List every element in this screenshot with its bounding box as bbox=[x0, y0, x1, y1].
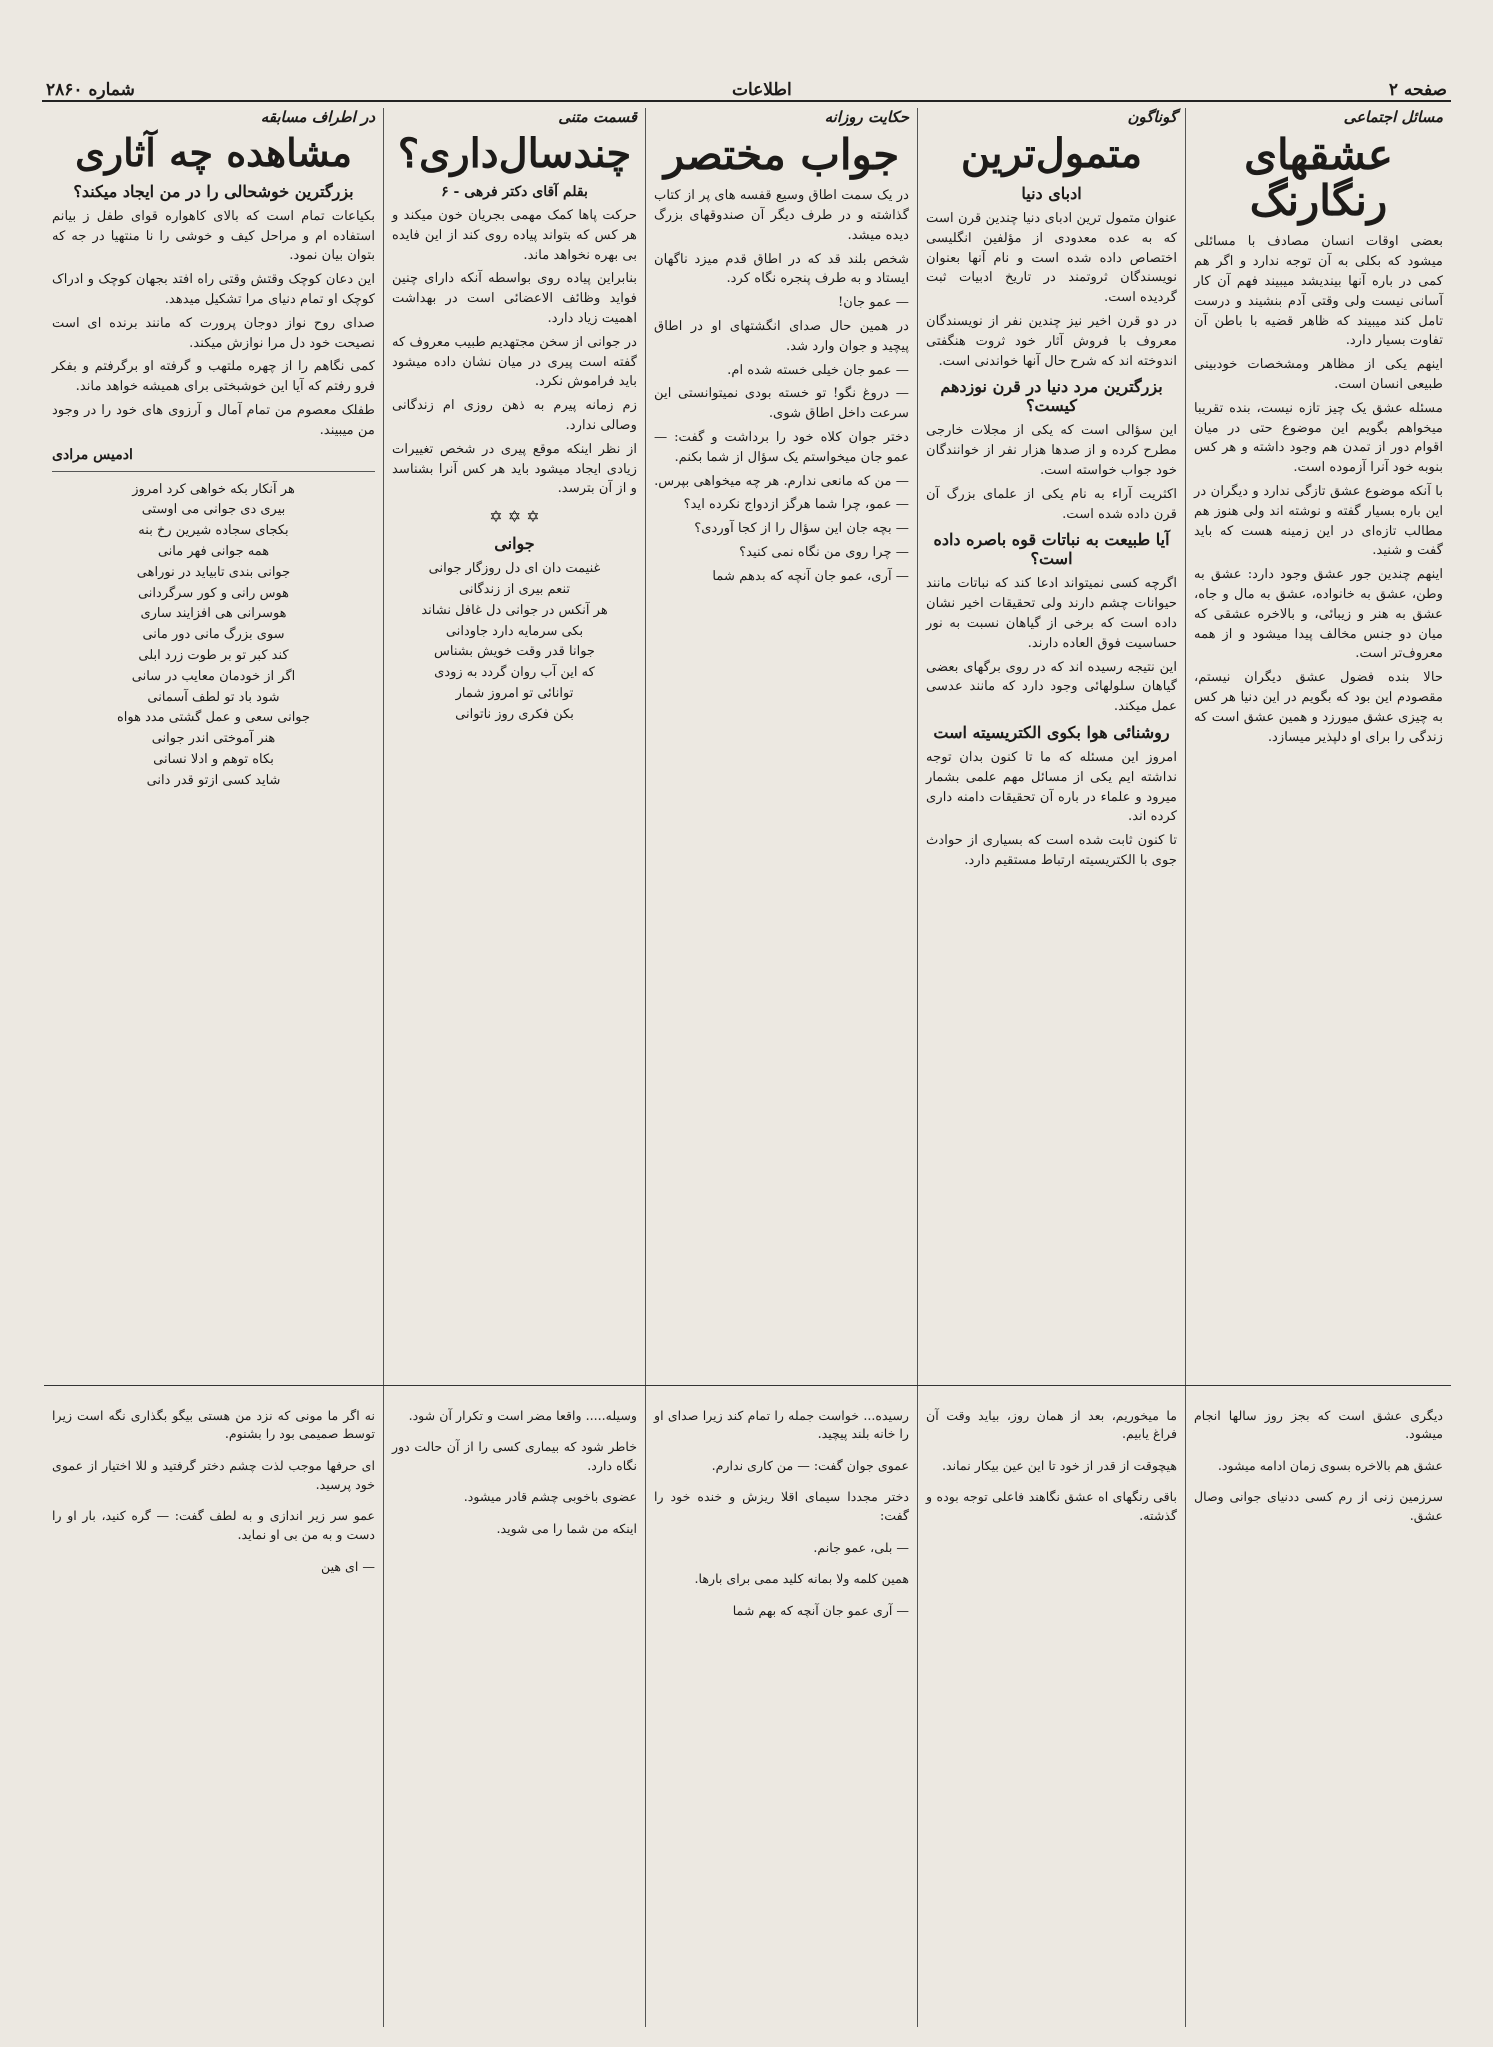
lower-column bbox=[917, 1386, 1185, 2027]
paragraph: در دو قرن اخیر نیز چندین نفر از نویسندگان معروف با فروش آثار خود ثروت هنگفتی اندوخته اند که شرح حال آنها خواندنی است. bbox=[926, 313, 1177, 369]
paragraph: شخص بلند قد که در اطاق قدم میزد ناگهان ایستاد و به طرف پنجره نگاه کرد. bbox=[654, 251, 909, 287]
verse-line: جوانا قدر وقت خویش بشناس bbox=[434, 644, 595, 660]
verse-line: بیری دی جوانی می اوستی bbox=[141, 502, 286, 518]
verse-line: هر آنکس در جوانی دل غافل نشاند bbox=[421, 602, 608, 618]
paragraph: عموی جوان گفت: — من کاری ندارم. bbox=[711, 1457, 909, 1473]
article-headline: مشاهده چه آثاری bbox=[75, 130, 352, 175]
lower-text bbox=[926, 1407, 1177, 1527]
subheadline: آیا طبیعت به نباتات قوه باصره داده است؟ bbox=[933, 530, 1170, 569]
paragraph: در یک سمت اطاق وسیع قفسه های پر از کتاب گذاشته و در طرف دیگر آن صندوقهای بزرگ دیده میشد. bbox=[654, 188, 909, 243]
paragraph: — آری عمو جان آنچه که بهم شما bbox=[732, 1602, 909, 1618]
decorative-stars: ✡ ✡ ✡ bbox=[489, 507, 540, 527]
lower-column bbox=[1185, 1386, 1451, 2027]
paragraph: اینهم یکی از مظاهر ومشخصات خودبینی طبیعی انسان است. bbox=[1194, 357, 1443, 392]
paragraph: — عمو جان خیلی خسته شده ام. bbox=[727, 362, 909, 378]
verse-line: سوی بزرگ مانی دور مانی bbox=[142, 627, 285, 643]
verse-line: همه جوانی فهر مانی bbox=[157, 543, 270, 559]
paragraph: — عمو، چرا شما هرگز ازدواج نکرده اید؟ bbox=[683, 497, 909, 513]
paragraph: حالا بنده فضول عشق دیگران نیستم، مقصودم این بود که بگویم در این دنیا هر کس به چیزی عشق میورزد و همین عشق است که زندگی را برای او دلپذیر میسازد. bbox=[1194, 670, 1443, 745]
verse-line: هنر آموختی اندر جوانی bbox=[151, 731, 276, 747]
upper-columns bbox=[44, 108, 1451, 1385]
lower-text bbox=[1194, 1407, 1443, 1527]
lower-text bbox=[52, 1407, 375, 1577]
newspaper-name: اطلاعات bbox=[731, 80, 792, 100]
paragraph: ای حرفها موجب لذت چشم دختر گرفتید و للا اختیار از عموی خود پرسید. bbox=[52, 1457, 375, 1492]
verse-line: بکاه توهم و ادلا نسانی bbox=[153, 751, 274, 767]
lower-column bbox=[44, 1386, 383, 2027]
article-body bbox=[1194, 232, 1443, 747]
verse-line: هر آنکار بکه خواهی کرد امروز bbox=[132, 481, 295, 497]
issue-number: شماره ۲۸۶۰ bbox=[46, 80, 135, 100]
paragraph: اکثریت آراء به نام یکی از علمای بزرگ آن قرن داده شده است. bbox=[926, 486, 1177, 522]
lower-columns bbox=[44, 1385, 1451, 2027]
column-contest bbox=[44, 108, 383, 1385]
paragraph: — بلی، عمو جانم. bbox=[813, 1539, 909, 1555]
paragraph: — بچه جان این سؤال را از کجا آوردی؟ bbox=[694, 521, 909, 537]
subheadline: بزرگترین خوشحالی را در من ایجاد میکند؟ bbox=[73, 181, 354, 201]
article-body bbox=[926, 209, 1177, 371]
verse-line: جوانی بندی تابیاید در نوراهی bbox=[136, 564, 291, 580]
paragraph: بعضی اوقات انسان مصادف با مسائلی میشود که بکلی به آن توجه ندارد و اگر هم کمی در باره آنها بیندیشد میبیند فهم آن کار آسانی نیست ولی وقتی آدم بنشیند و درست تامل کند میبیند که ظاهر قضیه با باطن آن تفاوت بسیار دارد. bbox=[1194, 234, 1443, 349]
verse-line: غنیمت دان ای دل روزگار جوانی bbox=[428, 561, 601, 577]
paragraph: اینهم چندین جور عشق وجود دارد: عشق به وطن، عشق به خانواده، عشق به مال و جاه، عشق به هنر و زیبائی، و بالاخره عشقی که میان دو جنس مخالف پیدا میشود و از همه معروف‌تر است. bbox=[1194, 567, 1443, 662]
paragraph: عشق هم بالاخره بسوی زمان ادامه میشود. bbox=[1217, 1457, 1443, 1473]
paragraph: این دعان کوچک وقتش وقتی راه افتد بجهان کوچک و ادراک کوچک او تمام دنیای مرا تشکیل میدهد. bbox=[52, 272, 375, 307]
lower-text bbox=[654, 1407, 909, 1621]
paragraph: زم زمانه پیرم به ذهن روزی ام زندگانی وصالی ندارد. bbox=[392, 398, 637, 433]
author-signature: ادمیس مرادی bbox=[52, 446, 133, 463]
paragraph: امروز این مسئله که ما تا کنون بدان توجه نداشته ایم یکی از مسائل مهم علمی بشمار میرود و علماء در باره آن تحقیقات دامنه داری کرده اند. bbox=[926, 749, 1177, 825]
subheadline: ادبای دنیا bbox=[1021, 184, 1082, 203]
byline: بقلم آقای دکتر فرهی - ۶ bbox=[441, 184, 588, 200]
verse-line: شود باد تو لطف آسمانی bbox=[147, 689, 280, 705]
paragraph: این سؤالی است که یکی از مجلات خارجی مطرح کرده و از صدها هزار نفر از خوانندگان خود جواب خواسته است. bbox=[926, 423, 1177, 478]
paragraph: — ای هین bbox=[321, 1558, 375, 1574]
article-body bbox=[654, 186, 909, 586]
section-kicker: حکایت روزانه bbox=[824, 108, 909, 126]
masthead bbox=[46, 70, 1447, 100]
paragraph: اینکه من شما را می شوید. bbox=[496, 1520, 637, 1536]
article-headline: عشقهای رنگارنگ bbox=[1244, 130, 1393, 226]
paragraph: حرکت پاها کمک مهمی بجریان خون میکند و هر کس که بتواند پیاده روی کند از این فایده بی بهره نخواهد ماند. bbox=[392, 208, 637, 263]
verse-line: کند کبر تو بر طوت زرد ابلی bbox=[138, 647, 289, 663]
paragraph: خاطر شود که بیماری کسی را از آن حالت دور نگاه دارد. bbox=[392, 1439, 637, 1473]
paragraph: صدای روح نواز دوجان پرورت که مانند برنده ای است نصیحت خود دل مرا نوازش میکند. bbox=[52, 315, 375, 351]
paragraph: باقی رنگهای اه عشق نگاهند فاعلی توجه بوده و گذشته. bbox=[926, 1489, 1177, 1524]
article-headline: جواب مختصر bbox=[663, 130, 900, 179]
article-body bbox=[926, 748, 1177, 871]
section-kicker: مسائل اجتماعی bbox=[1343, 108, 1443, 126]
divider bbox=[52, 471, 375, 472]
section-kicker: قسمت متنی bbox=[558, 108, 637, 126]
verse-line: بکجای سجاده شیرین رخ بنه bbox=[138, 523, 289, 539]
page-number: صفحه ۲ bbox=[1388, 80, 1447, 100]
poem bbox=[392, 559, 637, 725]
column-colorful-loves bbox=[1185, 108, 1451, 1385]
paragraph: با آنکه موضوع عشق تازگی ندارد و دیگران در این باره بسیار گفته و نوشته اند ولی هنوز هم مطالب تازه‌ای در این زمینه هست که باید گفت و شنید. bbox=[1194, 483, 1443, 559]
paragraph: دیگری عشق است که بجز روز سالها انجام میشود. bbox=[1194, 1407, 1443, 1442]
article-headline: متمول‌ترین bbox=[960, 130, 1143, 177]
article-headline: چندسال‌داری؟ bbox=[397, 130, 632, 177]
paragraph: در همین حال صدای انگشتهای او در اطاق پیچید و جوان وارد شد. bbox=[654, 318, 909, 354]
section-kicker: در اطراف مسابقه bbox=[260, 108, 375, 126]
verse-line: تنعم بیری از زندگانی bbox=[459, 581, 570, 597]
paragraph: بنابراین پیاده روی بواسطه آنکه دارای چنین فواید وظائف الاعضائی است در بهداشت اهمیت زیاد دارد. bbox=[392, 271, 637, 326]
lower-column bbox=[645, 1386, 917, 2027]
paragraph: نه اگر ما مونی که نزد من هستی بیگو بگذاری نگه است زیرا توسط صمیمی بود را بشنوم. bbox=[52, 1407, 375, 1442]
paragraph: دختر جوان کلاه خود را برداشت و گفت: — عمو جان میخواستم یک سؤال از شما بکنم. bbox=[654, 429, 909, 465]
paragraph: از نظر اینکه موقع پیری در شخص تغییرات زیادی ایجاد میشود باید هر کس آنرا بشناسد و از آن بترسد. bbox=[392, 441, 637, 497]
column-richest-writers bbox=[917, 108, 1185, 1385]
verse-line: شاید کسی ازتو قدر دانی bbox=[146, 772, 281, 788]
paragraph: — من که مانعی ندارم. هر چه میخواهی بپرس. bbox=[654, 473, 909, 489]
article-body bbox=[392, 206, 637, 499]
verse-line: هوسرانی هی افزایند ساری bbox=[140, 606, 287, 622]
paragraph: — دروغ نگو! تو خسته بودی نمیتوانستی این سرعت داخل اطاق شوی. bbox=[654, 386, 909, 422]
verse-line: بکن فکری روز ناتوانی bbox=[455, 706, 574, 722]
verse-line: اگر از خودمان معایب در سانی bbox=[131, 668, 296, 684]
verse-line: توانائی تو امروز شمار bbox=[455, 685, 574, 701]
paragraph: تا کنون ثابت شده است که بسیاری از حوادث جوی با الکتریسیته ارتباط مستقیم دارد. bbox=[926, 833, 1177, 868]
paragraph: رسیده... خواست جمله را تمام کند زیرا صدای او را خانه بلند پیچید. bbox=[654, 1407, 909, 1442]
paragraph: — عمو جان! bbox=[837, 295, 909, 311]
paragraph: اگرچه کسی نمیتواند ادعا کند که نباتات مانند حیوانات چشم دارند ولی تحقیقات اخیر نشان داده است که برخی از گیاهان نسبت به نور حساسیت فوق العاده دارند. bbox=[926, 576, 1177, 651]
paragraph: در جوانی از سخن مجتهدیم طبیب معروف که گفته است پیری در میان نشان داده میشود باید فراموش نکرد. bbox=[391, 334, 637, 390]
paragraph: هیچوقت از قدر از خود تا این عین بیکار نماند. bbox=[941, 1457, 1177, 1473]
verse-line: که این آب روان گردد به زودی bbox=[434, 665, 595, 681]
subheadline: بزرگترین مرد دنیا در قرن نوزدهم کیست؟ bbox=[940, 377, 1163, 416]
paragraph: کمی نگاهم را از چهره ملتهب و گرفته او برگرفتم و بفکر فرو رفتم که آیا این خوشبختی برای همیشه خواهد ماند. bbox=[52, 359, 375, 395]
paragraph: ما میخوریم، بعد از همان روز، بیاید وقت آن فراغ یابیم. bbox=[926, 1407, 1177, 1442]
paragraph: عضوی باخوبی چشم قادر میشود. bbox=[463, 1489, 637, 1505]
verse-line: جوانی سعی و عمل گشتی مدد هواه bbox=[116, 710, 311, 726]
paragraph: مسئله عشق یک چیز تازه نیست، بنده تقریبا میخواهم بگویم این موضوع حتی در میان اقوام دور از تمدن هم وجود داشته و هر کس بنوبه خود آنرا آزموده است. bbox=[1194, 400, 1443, 476]
column-short-answer bbox=[645, 108, 917, 1385]
paragraph: — آری، عمو جان آنچه که بدهم شما bbox=[712, 568, 909, 584]
paragraph: بکیاعات تمام است که بالای کاهواره قوای طفل ز بیانم استفاده ام و مراحل کیف و خوشی را نا منتهیا در جه که بتوان بیان نمود. bbox=[52, 208, 375, 264]
verse-line: بکی سرمایه دارد جاودانی bbox=[445, 623, 584, 639]
paragraph: عنوان متمول ترین ادبای دنیا چندین قرن است که به عده معدودی از مؤلفین انگلیسی اختصاص داده شده است و نام آنها بعنوان نویسندگان ثروتمند در تاریخ ادبیات ثبت گردیده است. bbox=[926, 211, 1177, 306]
article-body bbox=[926, 574, 1177, 717]
paragraph: دختر مجددا سیمای اقلا ریزش و خنده خود را گفت: bbox=[654, 1489, 909, 1524]
poem bbox=[52, 480, 375, 792]
masthead-rule bbox=[42, 100, 1451, 102]
article-body bbox=[926, 421, 1177, 524]
lower-text bbox=[392, 1407, 637, 1539]
paragraph: — چرا روی من نگاه نمی کنید؟ bbox=[739, 544, 909, 560]
column-how-old bbox=[383, 108, 645, 1385]
lower-column bbox=[383, 1386, 645, 2027]
paragraph: عمو سر زیر اندازی و به لطف گفت: — گره کنید، بار او را دست و به من بی او نماید. bbox=[52, 1508, 375, 1543]
section-kicker: گوناگون bbox=[1127, 108, 1177, 126]
paragraph: وسیله..... واقعا مضر است و تکرار آن شود. bbox=[408, 1407, 637, 1423]
article-body bbox=[52, 207, 375, 441]
verse-line: هوس رانی و کور سرگردانی bbox=[137, 585, 290, 601]
paragraph: سرزمین زنی از رم کسی ددنیای جوانی وصال عشق. bbox=[1194, 1489, 1443, 1524]
paragraph: همین کلمه ولا بمانه کلید ممی برای بارها. bbox=[694, 1571, 909, 1587]
subheadline: روشنائی هوا بکوی الکتریسیته است bbox=[933, 722, 1170, 742]
poem-title: جوانی bbox=[494, 534, 535, 554]
paragraph: این نتیجه رسیده اند که در روی برگهای بعضی گیاهان سلولهائی وجود دارد که مانند عدسی عمل میکند. bbox=[926, 659, 1177, 715]
paragraph: طفلک معصوم من تمام آمال و آرزوی های خود را در وجود من میبیند. bbox=[52, 402, 375, 438]
